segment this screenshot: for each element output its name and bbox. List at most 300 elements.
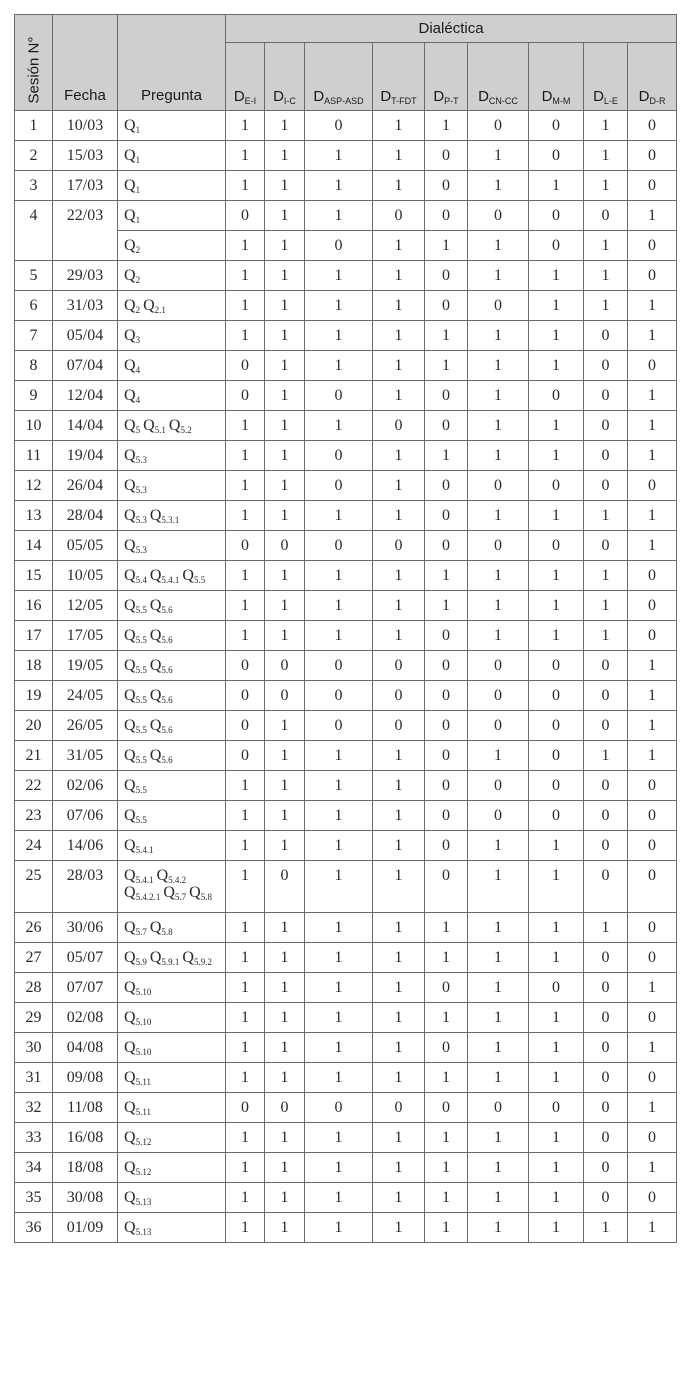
cell-value: 1 (373, 141, 425, 171)
header-row-top (15, 15, 677, 43)
question-base: Q (124, 566, 136, 584)
cell-pregunta (118, 291, 226, 321)
cell-value: 1 (305, 1153, 373, 1183)
question-ref (124, 117, 140, 134)
cell-value: 1 (628, 441, 677, 471)
cell-value: 1 (584, 741, 628, 771)
question-base: Q (189, 884, 201, 901)
cell-value: 1 (425, 1063, 468, 1093)
cell-pregunta (118, 321, 226, 351)
question-base: Q (124, 1218, 136, 1236)
cell-value: 0 (628, 1123, 677, 1153)
cell-value: 1 (226, 111, 265, 141)
question-base: Q (124, 386, 136, 404)
cell-fecha: 02/06 (53, 771, 118, 801)
cell-fecha: 19/04 (53, 441, 118, 471)
question-ref (124, 417, 140, 434)
question-sub: 1 (135, 154, 141, 165)
question-base: Q (182, 566, 194, 584)
cell-value: 0 (529, 231, 584, 261)
header-d-base: D (593, 88, 604, 105)
cell-value: 1 (529, 1033, 584, 1063)
question-base: Q (124, 146, 136, 164)
header-d-sub: P-T (444, 96, 459, 106)
cell-value: 1 (373, 1183, 425, 1213)
question-base: Q (149, 656, 162, 674)
cell-value: 0 (468, 651, 529, 681)
cell-value: 1 (226, 621, 265, 651)
cell-value: 1 (468, 861, 529, 913)
cell-value: 1 (373, 771, 425, 801)
header-d-col (226, 43, 265, 111)
question-sub: 5.4.1 (161, 574, 180, 585)
cell-value: 0 (425, 681, 468, 711)
cell-value: 0 (628, 261, 677, 291)
cell-value: 0 (584, 1123, 628, 1153)
cell-value: 1 (468, 381, 529, 411)
cell-value: 0 (226, 681, 265, 711)
question-base: Q (124, 176, 136, 194)
question-ref (150, 627, 173, 644)
table-row (15, 913, 677, 943)
cell-pregunta (118, 973, 226, 1003)
cell-pregunta (118, 913, 226, 943)
question-sub: 5.6 (161, 694, 173, 705)
cell-fecha: 28/04 (53, 501, 118, 531)
cell-value: 1 (628, 973, 677, 1003)
cell-value: 0 (226, 741, 265, 771)
question-ref (124, 1039, 151, 1056)
question-sub: 5.11 (135, 1106, 151, 1117)
cell-fecha: 19/05 (53, 651, 118, 681)
cell-pregunta (118, 201, 226, 231)
cell-value: 0 (584, 321, 628, 351)
cell-value: 0 (584, 1003, 628, 1033)
cell-pregunta (118, 111, 226, 141)
cell-value: 1 (265, 831, 305, 861)
cell-value: 1 (226, 501, 265, 531)
question-sub: 5.5 (135, 634, 147, 645)
cell-value: 1 (373, 291, 425, 321)
question-base: Q (124, 206, 136, 224)
cell-value: 0 (425, 501, 468, 531)
header-d-base: D (273, 88, 284, 105)
question-sub: 1 (135, 214, 141, 225)
question-base: Q (124, 716, 136, 734)
question-base: Q (124, 686, 136, 704)
cell-value: 1 (529, 831, 584, 861)
cell-value: 0 (584, 1033, 628, 1063)
cell-value: 1 (628, 1153, 677, 1183)
table-row (15, 741, 677, 771)
cell-value: 0 (468, 531, 529, 561)
cell-value: 1 (529, 411, 584, 441)
question-sub: 5.5 (135, 664, 147, 675)
cell-sesion: 1 (15, 111, 53, 141)
cell-sesion: 18 (15, 651, 53, 681)
question-ref (124, 1219, 151, 1236)
cell-value: 1 (305, 1033, 373, 1063)
cell-value: 1 (305, 1063, 373, 1093)
question-ref (124, 1159, 151, 1176)
cell-value: 0 (425, 801, 468, 831)
cell-value: 1 (373, 1153, 425, 1183)
cell-value: 0 (265, 861, 305, 913)
cell-value: 0 (529, 741, 584, 771)
question-sub: 5.3 (135, 454, 147, 465)
table-row (15, 411, 677, 441)
cell-value: 0 (628, 621, 677, 651)
question-base: Q (124, 884, 136, 901)
cell-value: 1 (373, 441, 425, 471)
cell-value: 1 (628, 1093, 677, 1123)
cell-value: 1 (468, 741, 529, 771)
cell-value: 1 (305, 741, 373, 771)
table-row (15, 1183, 677, 1213)
cell-value: 1 (468, 1003, 529, 1033)
cell-value: 0 (425, 651, 468, 681)
header-d-sub: M-M (552, 96, 571, 106)
cell-value: 1 (226, 261, 265, 291)
cell-value: 0 (468, 711, 529, 741)
table-row (15, 531, 677, 561)
cell-value: 1 (265, 1123, 305, 1153)
cell-value: 1 (529, 1213, 584, 1243)
cell-value: 1 (226, 1213, 265, 1243)
header-d-sub: E-I (244, 96, 257, 106)
cell-pregunta (118, 741, 226, 771)
cell-pregunta (118, 441, 226, 471)
question-base: Q (124, 116, 136, 134)
cell-value: 1 (226, 1123, 265, 1153)
cell-value: 1 (628, 411, 677, 441)
cell-sesion: 26 (15, 913, 53, 943)
cell-value: 0 (529, 471, 584, 501)
cell-value: 1 (305, 861, 373, 913)
cell-value: 1 (265, 441, 305, 471)
cell-value: 0 (425, 1033, 468, 1063)
table-row (15, 351, 677, 381)
question-ref (157, 867, 187, 884)
cell-value: 0 (529, 381, 584, 411)
question-base: Q (143, 416, 155, 434)
cell-pregunta (118, 1003, 226, 1033)
question-base: Q (124, 978, 136, 996)
cell-value: 1 (226, 561, 265, 591)
question-base: Q (124, 626, 136, 644)
cell-value: 1 (226, 973, 265, 1003)
cell-sesion: 29 (15, 1003, 53, 1033)
cell-value: 1 (265, 411, 305, 441)
cell-value: 1 (529, 913, 584, 943)
header-d-base: D (233, 88, 245, 105)
table-row (15, 973, 677, 1003)
cell-fecha: 07/07 (53, 973, 118, 1003)
cell-sesion: 23 (15, 801, 53, 831)
question-sub: 5.10 (135, 1016, 152, 1027)
question-base: Q (124, 1008, 136, 1026)
question-line (124, 884, 225, 901)
cell-sesion: 30 (15, 1033, 53, 1063)
cell-value: 0 (584, 801, 628, 831)
cell-value: 1 (425, 1183, 468, 1213)
header-d-col (425, 43, 468, 111)
cell-value: 1 (265, 1213, 305, 1243)
question-ref (124, 147, 140, 164)
cell-value: 1 (265, 381, 305, 411)
cell-value: 1 (226, 831, 265, 861)
cell-fecha: 31/03 (53, 291, 118, 321)
cell-value: 1 (584, 231, 628, 261)
cell-value: 0 (584, 861, 628, 913)
question-ref (124, 687, 147, 704)
question-sub: 5.10 (135, 1046, 152, 1057)
cell-value: 0 (584, 1063, 628, 1093)
cell-fecha: 28/03 (53, 861, 118, 913)
cell-pregunta (118, 943, 226, 973)
question-sub: 5.8 (161, 926, 173, 937)
cell-value: 1 (305, 801, 373, 831)
question-sub: 5.3.1 (161, 514, 180, 525)
question-ref (169, 417, 192, 434)
cell-value: 0 (584, 201, 628, 231)
question-base: Q (124, 918, 136, 936)
question-sub: 5.4.2 (168, 875, 187, 885)
header-d-sub: L-E (603, 96, 618, 106)
table-row (15, 861, 677, 913)
cell-pregunta (118, 771, 226, 801)
cell-value: 1 (425, 561, 468, 591)
cell-value: 1 (628, 501, 677, 531)
cell-value: 1 (529, 351, 584, 381)
cell-value: 1 (468, 261, 529, 291)
cell-value: 0 (584, 943, 628, 973)
question-sub: 5.8 (200, 892, 212, 902)
header-d-col (584, 43, 628, 111)
cell-value: 0 (584, 831, 628, 861)
cell-value: 1 (425, 913, 468, 943)
cell-value: 1 (305, 171, 373, 201)
question-ref (150, 507, 180, 524)
cell-value: 0 (425, 381, 468, 411)
cell-sesion: 25 (15, 861, 53, 913)
cell-value: 0 (425, 771, 468, 801)
question-base: Q (124, 776, 136, 794)
cell-value: 0 (425, 831, 468, 861)
cell-value: 1 (305, 1003, 373, 1033)
question-ref (150, 687, 173, 704)
cell-value: 1 (425, 943, 468, 973)
question-base: Q (124, 806, 136, 824)
table-body (15, 111, 677, 1243)
cell-value: 1 (265, 141, 305, 171)
cell-sesion: 35 (15, 1183, 53, 1213)
cell-value: 1 (529, 1153, 584, 1183)
cell-value: 0 (425, 711, 468, 741)
header-sesion: Sesión N° (15, 15, 53, 111)
cell-value: 1 (373, 591, 425, 621)
cell-value: 0 (373, 681, 425, 711)
question-ref (124, 207, 140, 224)
cell-value: 0 (425, 291, 468, 321)
cell-value: 1 (468, 1033, 529, 1063)
cell-value: 1 (226, 141, 265, 171)
question-ref (124, 837, 154, 854)
question-ref (124, 537, 147, 554)
cell-sesion: 19 (15, 681, 53, 711)
cell-value: 1 (305, 913, 373, 943)
question-ref (124, 1099, 151, 1116)
cell-value: 0 (628, 351, 677, 381)
cell-value: 0 (628, 231, 677, 261)
cell-sesion: 22 (15, 771, 53, 801)
question-ref (124, 807, 147, 824)
question-base: Q (124, 446, 136, 464)
table-row (15, 1153, 677, 1183)
cell-value: 0 (305, 111, 373, 141)
cell-value: 0 (373, 531, 425, 561)
cell-value: 0 (425, 741, 468, 771)
table-row (15, 801, 677, 831)
cell-value: 1 (226, 441, 265, 471)
cell-fecha: 30/06 (53, 913, 118, 943)
cell-value: 1 (226, 591, 265, 621)
cell-sesion: 21 (15, 741, 53, 771)
cell-pregunta (118, 171, 226, 201)
question-ref (124, 327, 140, 344)
cell-sesion: 4 (15, 201, 53, 261)
cell-value: 1 (265, 201, 305, 231)
cell-value: 1 (628, 531, 677, 561)
header-d-col (373, 43, 425, 111)
cell-value: 1 (468, 1213, 529, 1243)
cell-value: 1 (468, 141, 529, 171)
cell-value: 1 (373, 913, 425, 943)
question-ref (124, 777, 147, 794)
cell-value: 1 (305, 973, 373, 1003)
cell-value: 1 (305, 201, 373, 231)
question-base: Q (124, 416, 136, 434)
header-d-base: D (478, 88, 489, 105)
cell-value: 0 (584, 973, 628, 1003)
cell-fecha: 16/08 (53, 1123, 118, 1153)
question-ref (124, 979, 151, 996)
table-row (15, 651, 677, 681)
cell-value: 0 (529, 681, 584, 711)
cell-value: 0 (425, 861, 468, 913)
table-row (15, 943, 677, 973)
cell-fecha: 02/08 (53, 1003, 118, 1033)
cell-value: 1 (584, 171, 628, 201)
question-sub: 5.3 (135, 544, 147, 555)
cell-sesion: 2 (15, 141, 53, 171)
cell-pregunta (118, 261, 226, 291)
cell-value: 0 (373, 201, 425, 231)
cell-value: 1 (468, 1183, 529, 1213)
cell-value: 1 (628, 711, 677, 741)
cell-fecha: 05/05 (53, 531, 118, 561)
cell-fecha: 04/08 (53, 1033, 118, 1063)
cell-value: 0 (628, 141, 677, 171)
cell-value: 1 (468, 943, 529, 973)
question-sub: 2.1 (154, 304, 166, 315)
cell-value: 0 (305, 1093, 373, 1123)
cell-value: 1 (628, 681, 677, 711)
table-row (15, 1063, 677, 1093)
question-sub: 2 (135, 274, 141, 285)
table-row (15, 1033, 677, 1063)
cell-fecha: 07/04 (53, 351, 118, 381)
cell-value: 1 (226, 171, 265, 201)
cell-pregunta (118, 531, 226, 561)
question-base: Q (124, 506, 136, 524)
cell-value: 1 (373, 973, 425, 1003)
cell-fecha: 18/08 (53, 1153, 118, 1183)
question-ref (143, 417, 166, 434)
question-sub: 4 (135, 394, 141, 405)
header-dialectica: Dialéctica (226, 15, 677, 43)
cell-value: 1 (305, 591, 373, 621)
cell-value: 1 (265, 913, 305, 943)
cell-value: 1 (265, 711, 305, 741)
cell-value: 0 (584, 441, 628, 471)
question-base: Q (149, 918, 162, 936)
cell-value: 1 (373, 351, 425, 381)
question-sub: 5 (135, 424, 141, 435)
question-base: Q (124, 1158, 136, 1176)
header-d-sub: ASP-ASD (324, 96, 364, 106)
table-row (15, 291, 677, 321)
question-sub: 5.3 (135, 514, 147, 525)
question-sub: 5.5 (193, 574, 206, 585)
cell-value: 0 (305, 381, 373, 411)
question-base: Q (124, 596, 136, 614)
cell-value: 1 (373, 561, 425, 591)
cell-pregunta (118, 621, 226, 651)
cell-value: 1 (265, 621, 305, 651)
cell-value: 0 (468, 771, 529, 801)
cell-value: 1 (226, 291, 265, 321)
table-row (15, 1003, 677, 1033)
cell-value: 1 (468, 1063, 529, 1093)
header-d-base: D (638, 88, 650, 105)
cell-sesion: 8 (15, 351, 53, 381)
cell-pregunta (118, 1033, 226, 1063)
cell-value: 0 (584, 1153, 628, 1183)
table-row (15, 621, 677, 651)
header-d-col (265, 43, 305, 111)
cell-value: 0 (584, 771, 628, 801)
question-base: Q (149, 746, 162, 764)
cell-value: 0 (584, 1183, 628, 1213)
cell-value: 1 (305, 261, 373, 291)
cell-value: 1 (265, 591, 305, 621)
cell-pregunta (118, 1213, 226, 1243)
cell-value: 0 (226, 651, 265, 681)
cell-fecha: 11/08 (53, 1093, 118, 1123)
cell-value: 1 (305, 621, 373, 651)
cell-value: 0 (305, 231, 373, 261)
table-row (15, 711, 677, 741)
cell-value: 1 (529, 321, 584, 351)
question-base: Q (149, 596, 162, 614)
question-sub: 5.12 (135, 1136, 152, 1147)
cell-sesion: 28 (15, 973, 53, 1003)
cell-value: 1 (305, 831, 373, 861)
cell-pregunta (118, 681, 226, 711)
cell-value: 0 (425, 201, 468, 231)
cell-sesion: 36 (15, 1213, 53, 1243)
